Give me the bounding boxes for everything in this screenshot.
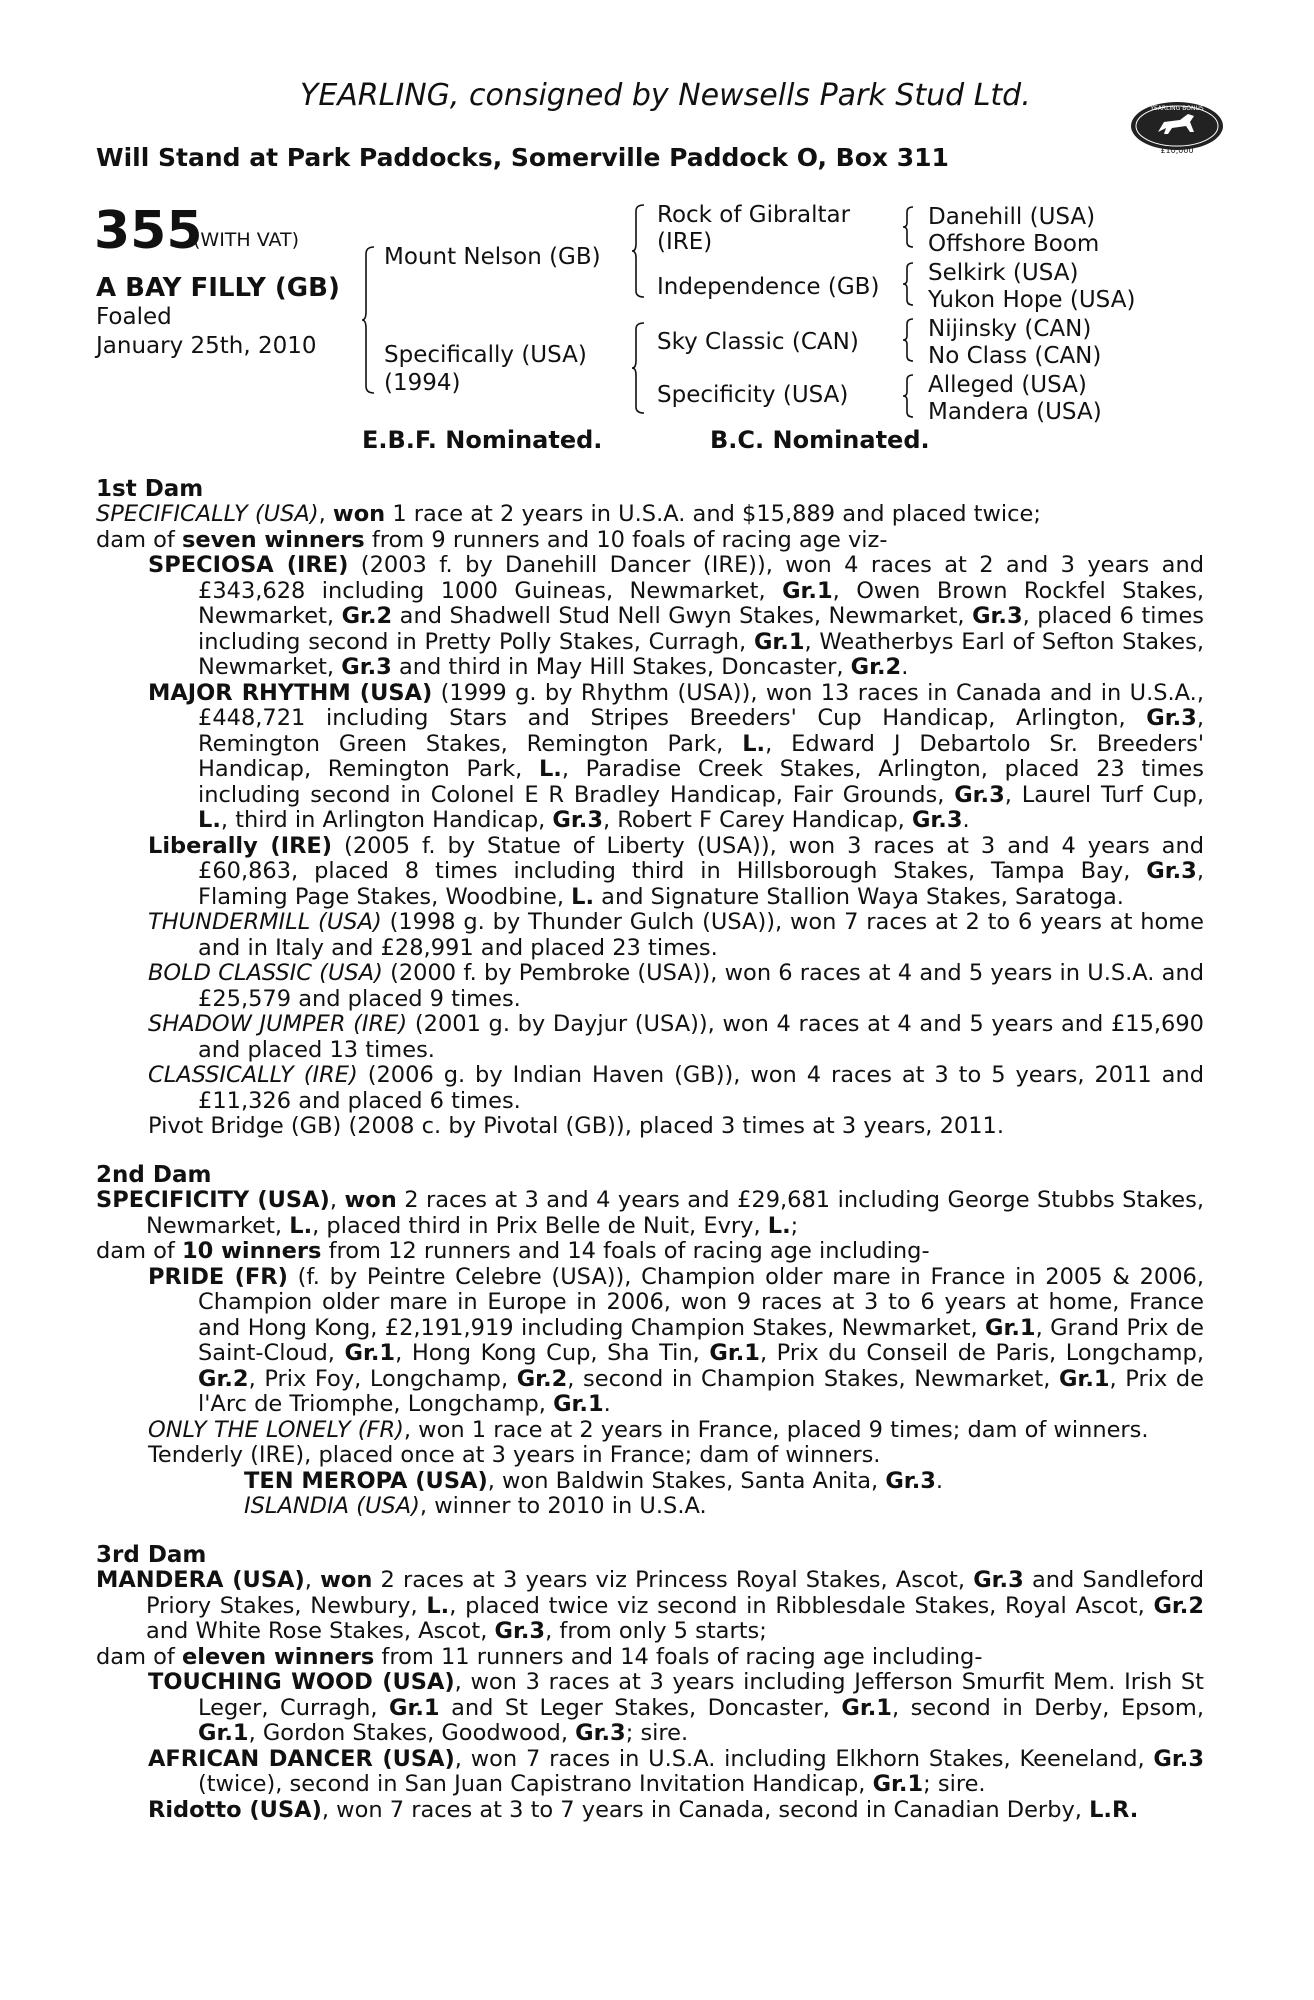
third-dam-summary: MANDERA (USA), won 2 races at 3 years viz Princess Royal Stakes, Ascot, Gr.3 and Sandleford Priory Stakes, Newbury, L., placed twice viz second in Ribblesdale Stakes, Royal Ascot, Gr.2 and White Rose Stakes, Ascot, Gr.3, from only 5 starts; bbox=[96, 1567, 1205, 1644]
produce-liberally: Liberally (IRE) (2005 f. by Statue of Liberty (USA)), won 3 races at 3 and 4 years and £60,863, placed 8 times including third in Hillsborough Stakes, Tampa Bay, Gr.3, Flaming Page Stakes, Woodbine, L. and Signature Stallion Waya Stakes, Saratoga. bbox=[148, 832, 1204, 910]
foaled-info: Foaled January 25th, 2010 bbox=[96, 304, 317, 359]
produce-ridotto: Ridotto (USA), won 7 races at 3 to 7 years in Canada, second in Canadian Derby, L.R. bbox=[148, 1796, 1139, 1823]
pedigree-brace bbox=[903, 318, 915, 362]
first-dam-produce-intro: dam of seven winners from 9 runners and 10 foals of racing age viz- bbox=[96, 526, 888, 553]
produce-classically: CLASSICALLY (IRE) (2006 g. by Indian Haven (GB)), won 4 races at 3 to 5 years, 2011 and £11,326 and placed 6 times. bbox=[148, 1062, 1204, 1114]
pedigree-brace bbox=[903, 262, 915, 306]
second-dam-summary: SPECIFICITY (USA), won 2 races at 3 and 4 years and £29,681 including George Stubbs Stakes, Newmarket, L., placed third in Prix Belle de Nuit, Evry, L.; bbox=[96, 1187, 1204, 1239]
first-dam-heading: 1st Dam bbox=[96, 476, 204, 502]
stand-location: Will Stand at Park Paddocks, Somerville Paddock O, Box 311 bbox=[96, 143, 949, 172]
second-dam-heading: 2nd Dam bbox=[96, 1162, 212, 1188]
produce-shadow-jumper: SHADOW JUMPER (IRE) (2001 g. by Dayjur (USA)), won 4 races at 4 and 5 years and £15,690 and placed 13 times. bbox=[148, 1011, 1204, 1063]
pedigree-brace bbox=[903, 206, 915, 248]
pedigree-ddd: Mandera (USA) bbox=[928, 399, 1102, 425]
pedigree-brace bbox=[903, 374, 915, 418]
horse-name: A BAY FILLY (GB) bbox=[96, 273, 340, 303]
pedigree-sss: Danehill (USA) bbox=[928, 204, 1096, 230]
first-dam-summary: SPECIFICALLY (USA), won 1 race at 2 years in U.S.A. and $15,889 and placed twice; bbox=[96, 501, 1041, 527]
produce-major-rhythm: MAJOR RHYTHM (USA) (1999 g. by Rhythm (USA)), won 13 races in Canada and in U.S.A., £448,721 including Stars and Stripes Breeders' Cup Handicap, Arlington, Gr.3, Remington Green Stakes, Remington Park, L., Edward J Debartolo Sr. Breeders' Handicap, Remington Park, L., Paradise Creek Stakes, Arlington, placed 23 times including second in Colonel E R Bradley Handicap, Fair Grounds, Gr.3, Laurel Turf Cup, L., third in Arlington Handicap, Gr.3, Robert F Carey Handicap, Gr.3. bbox=[148, 679, 1204, 833]
bc-nomination: B.C. Nominated. bbox=[710, 426, 930, 454]
lot-number: 355 bbox=[94, 201, 203, 261]
third-dam-section bbox=[96, 1568, 1204, 1823]
pedigree-sds: Selkirk (USA) bbox=[928, 260, 1079, 286]
pedigree-sire-dam: Independence (GB) bbox=[657, 274, 880, 300]
produce-tenderly: Tenderly (IRE), placed once at 3 years in France; dam of winners. bbox=[148, 1442, 881, 1468]
produce-african-dancer: AFRICAN DANCER (USA), won 7 races in U.S.A. including Elkhorn Stakes, Keeneland, Gr.3 (twice), second in San Juan Capistrano Invitation Handicap, Gr.1; sire. bbox=[148, 1745, 1204, 1797]
pedigree-dam-sire: Sky Classic (CAN) bbox=[657, 329, 859, 355]
produce-islandia: ISLANDIA (USA), winner to 2010 in U.S.A. bbox=[244, 1493, 707, 1519]
first-dam-section bbox=[96, 502, 1204, 1140]
svg-text:YEARLING BONUS: YEARLING BONUS bbox=[1150, 105, 1204, 112]
pedigree-dsd: No Class (CAN) bbox=[928, 343, 1102, 369]
pedigree-brace bbox=[362, 246, 376, 394]
produce-speciosa: SPECIOSA (IRE) (2003 f. by Danehill Dancer (IRE)), won 4 races at 2 and 3 years and £343,628 including 1000 Guineas, Newmarket, Gr.1, Owen Brown Rockfel Stakes, Newmarket, Gr.2 and Shadwell Stud Nell Gwyn Stakes, Newmarket, Gr.3, placed 6 times including second in Pretty Polly Stakes, Curragh, Gr.1, Weatherbys Earl of Sefton Stakes, Newmarket, Gr.3 and third in May Hill Stakes, Doncaster, Gr.2. bbox=[148, 552, 1205, 680]
pedigree-sire-sire: Rock of Gibraltar bbox=[657, 202, 851, 228]
second-dam-section bbox=[96, 1188, 1204, 1520]
pedigree-dam: Specifically (USA) bbox=[384, 342, 587, 368]
pedigree-sire: Mount Nelson (GB) bbox=[384, 244, 601, 270]
pedigree-brace bbox=[632, 322, 646, 414]
pedigree-ssd: Offshore Boom bbox=[928, 231, 1100, 257]
pedigree-dam-dam: Specificity (USA) bbox=[657, 382, 849, 408]
produce-ten-meropa: TEN MEROPA (USA), won Baldwin Stakes, Santa Anita, Gr.3. bbox=[244, 1467, 944, 1494]
yearling-bonus-badge bbox=[1128, 98, 1226, 156]
produce-pivot-bridge: Pivot Bridge (GB) (2008 c. by Pivotal (GB)), placed 3 times at 3 years, 2011. bbox=[148, 1113, 1005, 1139]
third-dam-heading: 3rd Dam bbox=[96, 1542, 207, 1568]
pedigree-dss: Nijinsky (CAN) bbox=[928, 316, 1092, 342]
vat-note: (WITH VAT) bbox=[193, 229, 300, 251]
svg-text:£10,000: £10,000 bbox=[1160, 146, 1194, 155]
pedigree-dds: Alleged (USA) bbox=[928, 372, 1087, 398]
produce-touching-wood: TOUCHING WOOD (USA), won 3 races at 3 years including Jefferson Smurfit Mem. Irish St Leger, Curragh, Gr.1 and St Leger Stakes, Doncaster, Gr.1, second in Derby, Epsom, Gr.1, Gordon Stakes, Goodwood, Gr.3; sire. bbox=[148, 1669, 1204, 1746]
produce-bold-classic: BOLD CLASSIC (USA) (2000 f. by Pembroke (USA)), won 6 races at 4 and 5 years in U.S.A. and £25,579 and placed 9 times. bbox=[148, 960, 1204, 1012]
pedigree-dam-year: (1994) bbox=[384, 370, 461, 396]
pedigree-brace bbox=[632, 204, 646, 298]
pedigree-sire-sire-country: (IRE) bbox=[657, 229, 713, 255]
pedigree-sdd: Yukon Hope (USA) bbox=[928, 287, 1136, 313]
produce-pride: PRIDE (FR) (f. by Peintre Celebre (USA)), Champion older mare in France in 2005 & 2006, Champion older mare in Europe in 2006, won 9 races at 3 to 6 years at home, France and Hong Kong, £2,191,919 including Champion Stakes, Newmarket, Gr.1, Grand Prix de Saint-Cloud, Gr.1, Hong Kong Cup, Sha Tin, Gr.1, Prix du Conseil de Paris, Longchamp, Gr.2, Prix Foy, Longchamp, Gr.2, second in Champion Stakes, Newmarket, Gr.1, Prix de l'Arc de Triomphe, Longchamp, Gr.1. bbox=[148, 1263, 1205, 1417]
produce-only-the-lonely: ONLY THE LONELY (FR), won 1 race at 2 years in France, placed 9 times; dam of winners. bbox=[148, 1416, 1149, 1443]
produce-thundermill: THUNDERMILL (USA) (1998 g. by Thunder Gulch (USA)), won 7 races at 2 to 6 years at home and in Italy and £28,991 and placed 23 times. bbox=[148, 909, 1205, 961]
ebf-nomination: E.B.F. Nominated. bbox=[362, 426, 603, 454]
consignment-title: YEARLING, consigned by Newsells Park Stud Ltd. bbox=[300, 78, 1031, 113]
second-dam-produce-intro: dam of 10 winners from 12 runners and 14 foals of racing age including- bbox=[96, 1238, 930, 1264]
third-dam-produce-intro: dam of eleven winners from 11 runners and 14 foals of racing age including- bbox=[96, 1643, 983, 1670]
